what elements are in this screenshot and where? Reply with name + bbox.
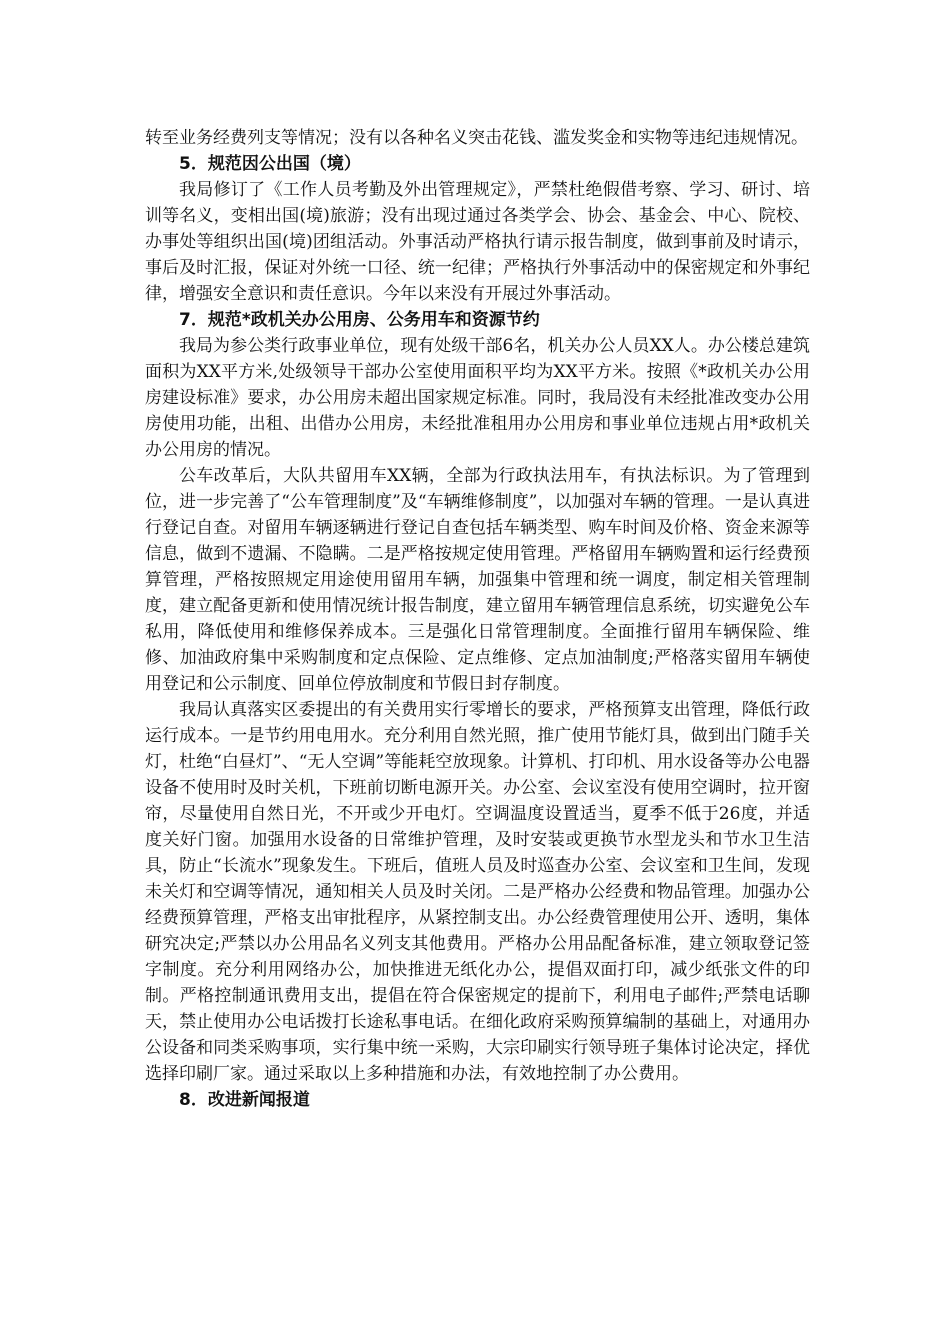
paragraph-resource-saving: 我局认真落实区委提出的有关费用实行零增长的要求，严格预算支出管理，降低行政运行成本。一是节约用电用水。充分利用自然光照，推广使用节能灯具，做到出门随手关灯，杜绝“白昼灯”、“无人空调”等能耗空放现象。计算机、打印机、用水设备等办公电器设备不使用时及时关机，下班前切断电源开关。办公室、会议室没有使用空调时，拉开窗帘，尽量使用自然日光，不开或少开电灯。空调温度设置适当，夏季不低于26度，并适度关好门窗。加强用水设备的日常维护管理，及时安装或更换节水型龙头和节水卫生洁具，防止“长流水”现象发生。下班后，值班人员及时巡查办公室、会议室和卫生间，发现未关灯和空调等情况，通知相关人员及时关闭。二是严格办公经费和物品管理。加强办公经费预算管理，严格支出审批程序，从紧控制支出。办公经费管理使用公开、透明，集体研究决定;严禁以办公用品名义列支其他费用。严格办公用品配备标准，建立领取登记签字制度。充分利用网络办公，加快推进无纸化办公，提倡双面打印，减少纸张文件的印制。严格控制通讯费用支出，提倡在符合保密规定的提前下，利用电子邮件;严禁电话聊天，禁止使用办公电话拨打长途私事电话。在细化政府采购预算编制的基础上，对通用办公设备和同类采购事项，实行集中统一采购，大宗印刷实行领导班子集体讨论决定，择优选择印刷厂家。通过采取以上多种措施和办法，有效地控制了办公费用。: [145, 700, 810, 1084]
document-body: [145, 125, 810, 1113]
section-heading-7: 7．规范*政机关办公用房、公务用车和资源节约: [179, 310, 540, 330]
paragraph-office-space: 我局为参公类行政事业单位，现有处级干部6名，机关办公人员XX人。办公楼总建筑面积为XX平方米,处级领导干部办公室使用面积平均为XX平方米。按照《*政机关办公用房建设标准》要求，办公用房未超出国家规定标准。同时，我局没有未经批准改变办公用房使用功能，出租、出借办公用房，未经批准租用办公用房和事业单位违规占用*政机关办公用房的情况。: [145, 336, 810, 460]
paragraph-official-vehicles: 公车改革后，大队共留用车XX辆，全部为行政执法用车，有执法标识。为了管理到位，进一步完善了“公车管理制度”及“车辆维修制度”，以加强对车辆的管理。一是认真进行登记自查。对留用车辆逐辆进行登记自查包括车辆类型、购车时间及价格、资金来源等信息，做到不遗漏、不隐瞒。二是严格按规定使用管理。严格留用车辆购置和运行经费预算管理，严格按照规定用途使用留用车辆，加强集中管理和统一调度，制定相关管理制度，建立配备更新和使用情况统计报告制度，建立留用车辆管理信息系统，切实避免公车私用，降低使用和维修保养成本。三是强化日常管理制度。全面推行留用车辆保险、维修、加油政府集中采购制度和定点保险、定点维修、定点加油制度;严格落实留用车辆使用登记和公示制度、回单位停放制度和节假日封存制度。: [145, 466, 810, 694]
section-heading-5: 5．规范因公出国（境）: [179, 154, 361, 174]
paragraph-overseas-travel: 我局修订了《工作人员考勤及外出管理规定》，严禁杜绝假借考察、学习、研讨、培训等名义，变相出国(境)旅游；没有出现过通过各类学会、协会、基金会、中心、院校、办事处等组织出国(境)团组活动。外事活动严格执行请示报告制度，做到事前及时请示，事后及时汇报，保证对外统一口径、统一纪律；严格执行外事活动中的保密规定和外事纪律，增强安全意识和责任意识。今年以来没有开展过外事活动。: [145, 180, 810, 304]
section-heading-8: 8．改进新闻报道: [179, 1090, 310, 1110]
paragraph-continuation: 转至业务经费列支等情况；没有以各种名义突击花钱、滥发奖金和实物等违纪违规情况。: [145, 128, 808, 148]
